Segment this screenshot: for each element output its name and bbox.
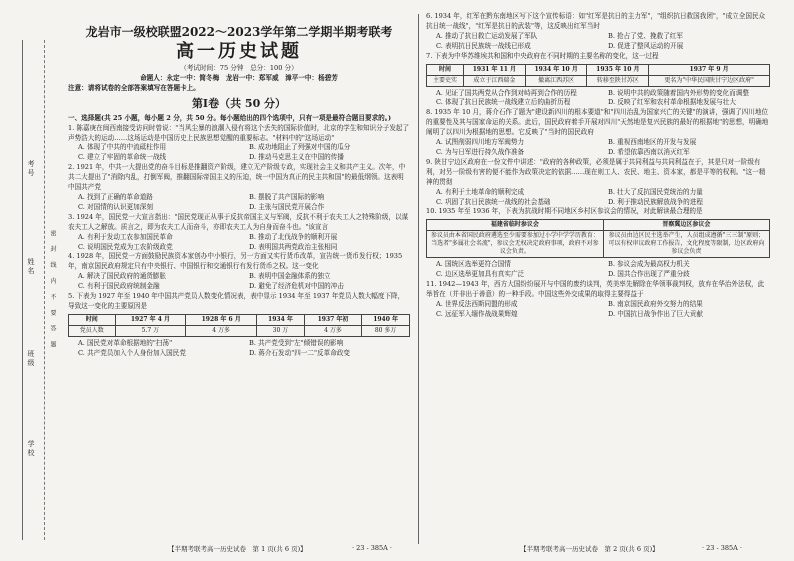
option: C. 远征军入缅作战战果辉煌 bbox=[436, 309, 518, 318]
option: C. 体现了抗日民族统一战线建立后的曲折历程 bbox=[436, 98, 571, 107]
option: D. 蒋介石发动"四一二"反革命政变 bbox=[249, 348, 351, 357]
question-stem: 2. 1921 年，中共一大提出党的奋斗目标是推翻资产阶级，建立无产阶级专政，实现社会主义和共产主义。次年，中共二大提出了"消除内乱，打倒军阀，推翻国际帝国主义的压迫，统一中国为真正的民主共和国"的最低纲领。这表明中国共产党 bbox=[68, 163, 406, 192]
option: C. 说明国民党成为工农阶级政党 bbox=[78, 242, 173, 251]
footer-right: 【半期考联考高一历史试卷 第 2 页(共 6 页)】 bbox=[520, 545, 659, 553]
option: D. 反映了红军和农村革命根据地发展与壮大 bbox=[608, 98, 736, 107]
option: C. 对国情的认识更加深刻 bbox=[78, 202, 153, 211]
option-list bbox=[426, 138, 770, 158]
option-list bbox=[426, 260, 770, 280]
question-stem: 10. 1935 年至 1936 年，下表为抗战时期不同地区乡村区参议会的情况，对此解读最合理的是 bbox=[426, 207, 703, 216]
seal-text: 密 封 线 内 不 要 答 题 bbox=[49, 230, 56, 352]
option: A. 国统区选举更符合国情 bbox=[436, 260, 511, 269]
option: B. 摆脱了共产国际的影响 bbox=[249, 192, 324, 201]
option: C. 表明抗日民族统一战线已形成 bbox=[436, 41, 531, 50]
binding-margin bbox=[0, 0, 58, 561]
seal-dashed-line bbox=[44, 40, 45, 540]
option: C. 为与日军进行持久战作准备 bbox=[436, 147, 525, 156]
question bbox=[68, 252, 410, 292]
question bbox=[426, 207, 770, 280]
table-cell: 1940 年 bbox=[362, 314, 410, 325]
right-question-list bbox=[426, 12, 770, 320]
table-cell: 1931 年 11 月 bbox=[464, 64, 526, 75]
option-list bbox=[68, 233, 410, 253]
option: D. 国共合作出现了严重分歧 bbox=[608, 270, 690, 279]
table-cell: 主要史实 bbox=[427, 75, 464, 86]
option: B. 表明中国金融体系的独立 bbox=[249, 272, 331, 281]
binding-rule bbox=[22, 40, 23, 540]
authors: 命题人：永定一中：简冬梅 龙岩一中：郑军威 漳平一中：杨碧芳 bbox=[140, 73, 338, 82]
question bbox=[426, 280, 770, 320]
option: D. 利于推动民族解放战争的进程 bbox=[608, 197, 703, 206]
table-cell: 30 万 bbox=[257, 325, 305, 336]
option: C. 巩固了抗日民族统一战线的社会基础 bbox=[436, 197, 551, 206]
question-stem: 7. 下表为中华苏维埃共和国和中央政府在不同时期的主要名称的变化，这一过程 bbox=[426, 51, 659, 60]
table-cell: 1934 年 bbox=[257, 314, 305, 325]
table-cell: 1928 年 6 月 bbox=[186, 314, 257, 325]
option: A. 试图削弱四川地方军阀势力 bbox=[436, 138, 525, 147]
exam-heading: 龙岩市一级校联盟2022～2023学年第二学期半期考联考 bbox=[85, 25, 393, 39]
option: A. 体现了中共的中流砥柱作用 bbox=[78, 143, 167, 152]
footer-left: 【半期考联考高一历史试卷 第 1 页(共 6 页)】 bbox=[168, 545, 307, 553]
table-cell: 参议员由本省国民政府遴选至少需要参加过小学中学学历教育：当选者"多属社会名流"，参议会无权决定政府事项，政府不对参议会负责。 bbox=[427, 231, 604, 258]
exam-info: （考试时间：75 分钟 总分：100 分） bbox=[180, 64, 298, 72]
binding-label-school: 学校 bbox=[27, 440, 35, 458]
option-list bbox=[68, 272, 410, 292]
footer-left-code: · 23 - 385A · bbox=[352, 544, 392, 552]
table-cell: 1934 年 10 月 bbox=[525, 64, 587, 75]
table-cell: 1937 年 9 月 bbox=[649, 64, 770, 75]
question-table bbox=[426, 219, 770, 258]
table-cell: 更名为"中华民国陕甘宁边区政府" bbox=[649, 75, 770, 86]
option-list bbox=[426, 32, 770, 52]
table-cell: 晋察冀边区参议会 bbox=[603, 220, 769, 231]
table-cell: 1937 年初 bbox=[304, 314, 361, 325]
option: A. 有利于发动工农参加国民革命 bbox=[78, 232, 173, 241]
right-column bbox=[426, 12, 770, 320]
option: C. 建立了牢固的革命统一战线 bbox=[78, 153, 167, 162]
table-cell: 80 多万 bbox=[362, 325, 410, 336]
table-cell: 5.7 万 bbox=[115, 325, 186, 336]
option: D. 表明国共两党政治主张相同 bbox=[249, 242, 338, 251]
option: B. 共产党受到"左"倾错误的影响 bbox=[249, 338, 344, 347]
option: D. 促进了整风运动的开展 bbox=[608, 41, 684, 50]
option: D. 避免了经济危机对中国的冲击 bbox=[249, 282, 344, 291]
question-stem: 5. 下表为 1927 年至 1940 年中国共产党员人数变化情况表，表中显示 1934 年至 1937 年党员人数大幅度下降，导致这一变化的主要原因是 bbox=[68, 292, 405, 310]
option: C. 共产党员加入个人身份加入国民党 bbox=[78, 348, 186, 357]
table-cell: 撤离江西苏区 bbox=[525, 75, 587, 86]
question bbox=[68, 213, 410, 253]
notice: 注意：请将试卷的全部答案填写在答题卡上。 bbox=[68, 83, 200, 92]
option: D. 推动马克思主义在中国的传播 bbox=[249, 153, 344, 162]
binding-label-class: 班级 bbox=[27, 350, 35, 368]
option: C. 边区选举更加具有真实广泛 bbox=[436, 270, 525, 279]
option: B. 南京国民政府外交努力的结果 bbox=[608, 299, 703, 308]
option: D. 中国抗日战争作出了巨大贡献 bbox=[608, 309, 703, 318]
question bbox=[68, 163, 410, 213]
option: B. 参议会成为最高权力机关 bbox=[608, 260, 690, 269]
table-cell: 党员人数 bbox=[69, 325, 116, 336]
question bbox=[426, 108, 770, 158]
option: B. 推动了北伐战争的顺利开展 bbox=[249, 232, 338, 241]
column-divider bbox=[418, 14, 419, 544]
table-cell: 转移至陕甘苏区 bbox=[587, 75, 649, 86]
option: A. 见证了国共两党从合作到对峙再到合作的历程 bbox=[436, 88, 577, 97]
footer-right-code: · 23 - 385A · bbox=[702, 544, 742, 552]
option: D. 希望依靠西南以消灭红军 bbox=[608, 147, 690, 156]
option: A. 解决了国民政府的通货膨胀 bbox=[78, 272, 167, 281]
option-list bbox=[68, 143, 410, 163]
question bbox=[68, 292, 410, 359]
option: A. 推动了抗日救亡运动发展了军队 bbox=[436, 31, 538, 40]
option: B. 壮大了反抗国民党统治的力量 bbox=[608, 187, 703, 196]
table-cell: 福建省临时参议会 bbox=[427, 220, 604, 231]
option: A. 有利于土地革命的顺利完成 bbox=[436, 187, 525, 196]
table-cell: 4 万多 bbox=[304, 325, 361, 336]
option-list bbox=[426, 89, 770, 109]
left-question-list bbox=[68, 124, 410, 359]
option: B. 成功地阻止了列强对中国的瓜分 bbox=[249, 143, 351, 152]
option: B. 说明中共的政策随着国内外形势的变化而调整 bbox=[608, 88, 749, 97]
question bbox=[426, 12, 770, 52]
question-stem: 3. 1924 年，国民党一大宣言指出："国民党现正从事于反抗帝国主义与军阀，反抗不利于农夫工人之特殊阶级，以谋农夫工人之解放。质言之，即为农夫工人而奋斗，亦即农夫工人为自身而奋斗也。"该宣言 bbox=[68, 212, 409, 231]
table-cell: 1927 年 4 月 bbox=[115, 314, 186, 325]
instructions: 一、选择题(共 25 小题，每小题 2 分，共 50 分。每小题给出的四个选项中，只有一项是最符合题目要求的。) bbox=[68, 113, 392, 122]
question-stem: 6. 1934 年，红军在黔东南地区写下这个宣传标语：如"红军是抗日的主力军"，"组织抗日救国我团"，"成立全国民众抗日统一战线"，"红军是抗日的武装"等，这反映出红军当时 bbox=[426, 12, 766, 30]
table-cell: 时间 bbox=[427, 64, 464, 75]
option-list bbox=[68, 339, 410, 359]
option: A. 找到了正确的革命道路 bbox=[78, 192, 153, 201]
table-cell: 参议员由边区民主选举产生，人员组成遵循"三三制"原则；可以有权审议政府工作报告，文化程度等限制，边区政府向参议会负责 bbox=[603, 231, 769, 258]
question-stem: 8. 1935 年 10 月，蒋介石作了题为"建设新四川的根本要道"和"四川治乱为国家兴亡的关键"的演讲，强调了四川地位的重要性及其与国家命运的关系。此后，国民政府着手开展对四川"天然地是复兴民族的最好的根据地"的思想，明确地阐明了以四川为根据地的思想。它反映了"当时的国民政府 bbox=[426, 108, 769, 137]
table-cell: 4 万多 bbox=[186, 325, 257, 336]
table-cell: 时间 bbox=[69, 314, 116, 325]
option: B. 抢占了党、挽救了红军 bbox=[608, 31, 683, 40]
exam-title: 高一历史试题 bbox=[176, 41, 302, 62]
option-list bbox=[426, 300, 770, 320]
binding-label-name: 姓名 bbox=[27, 258, 35, 276]
option: D. 主张与国民党开展合作 bbox=[249, 202, 325, 211]
question-stem: 1. 陈嘉庚在闽西南接受访问时曾说："当风尘暴的浪潮入侵有将这个丢失的国际价值时，北京的学生和知识分子发起了声势浩大的运动……这场运动是中国历史上民族思想觉醒的重要标志。"材料中的"这场运动" bbox=[68, 123, 410, 142]
left-column bbox=[68, 12, 410, 359]
question-stem: 9. 陕甘宁边区政府在一份文件中讲述："政府的各种政策，必须是属于共同利益与共同利益在于，其是只对一阶级有利，对另一阶级有害的便不能作为政策决定的依据……现在则工人、农民、地主、资本家，都是平等的权利。"这一精神的贯彻 bbox=[426, 157, 766, 186]
option-list bbox=[68, 193, 410, 213]
question bbox=[426, 158, 770, 208]
question-table bbox=[68, 314, 410, 337]
option: B. 重视西南地区的开发与发展 bbox=[608, 138, 697, 147]
option: A. 世界反法西斯同盟的形成 bbox=[436, 299, 518, 308]
part1-heading: 第Ⅰ卷（共 50 分） bbox=[191, 96, 287, 110]
binding-label-exam-no: 考号 bbox=[27, 160, 35, 178]
question-table bbox=[426, 64, 770, 87]
question bbox=[426, 52, 770, 109]
question bbox=[68, 124, 410, 164]
option-list bbox=[426, 188, 770, 208]
question-stem: 4. 1928 年，国民党一方面鼓励民族资本家创办中小银行，另一方面又实行货币改革，宣告统一货币发行权；1935 年，南京国民政府规定只有中央银行、中国银行和交通银行有发行货币之权。这一变化 bbox=[68, 252, 403, 271]
option: A. 国民党对革命根据地的"扫荡" bbox=[78, 338, 173, 347]
table-cell: 1935 年 10 月 bbox=[587, 64, 649, 75]
table-cell: 成立于江西瑞金 bbox=[464, 75, 526, 86]
question-stem: 11. 1942—1943 年，西方大国纷纷展开与中国的废约谈判，英美率先解除在华领事裁判权，放弃在华治外法权，此举旨在（并非出于善意）的一种手段。中国这些外交成果的取得主要得益于 bbox=[426, 280, 765, 299]
option: C. 有利于国民政府统制金融 bbox=[78, 282, 160, 291]
